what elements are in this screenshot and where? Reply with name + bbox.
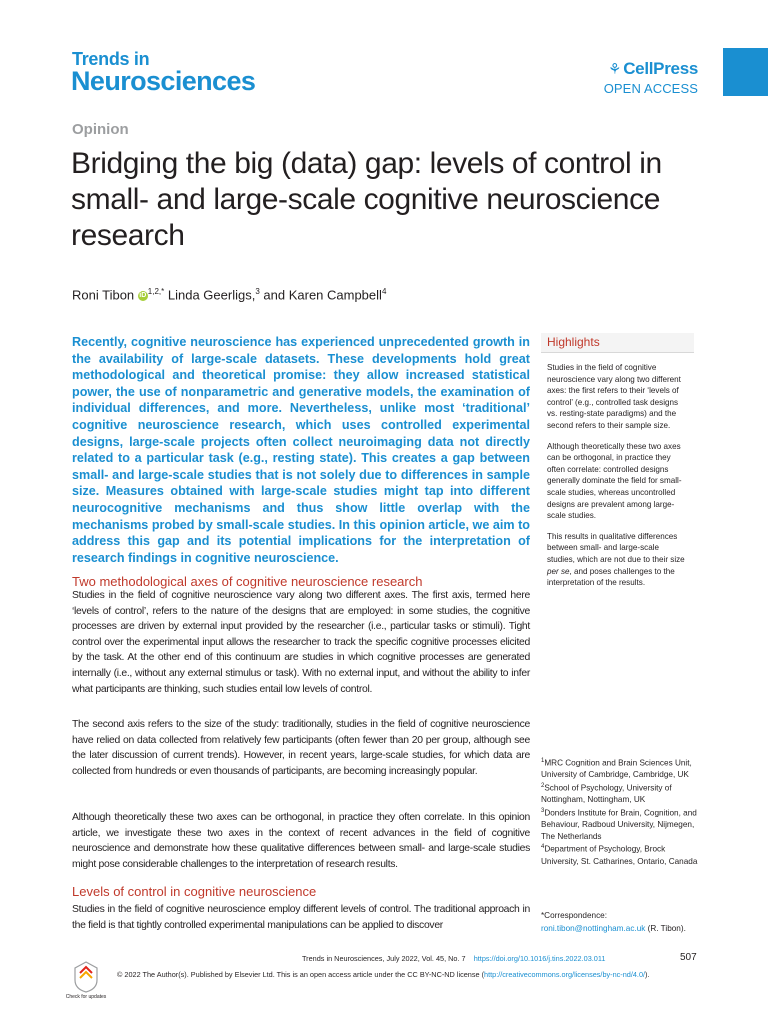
affiliation-item: $^2$School of Psychology, University of Nottingham, Nottingham, UK — [541, 782, 672, 805]
cellpress-color-tab — [723, 48, 768, 96]
journal-name-line1: Trends in — [72, 49, 150, 69]
highlights-box — [541, 333, 694, 589]
author-3-affiliations: 4 — [381, 287, 387, 296]
section-heading-axes: Two methodological axes of cognitive neuroscience research — [72, 574, 423, 589]
page-number: 507 — [680, 952, 697, 963]
cellpress-logo-icon: ⚘ — [608, 61, 622, 78]
correspondence-label: *Correspondence: — [541, 911, 607, 920]
body-paragraph: Studies in the field of cognitive neuroscience vary along two different axes. The first axis, termed here ‘levels of control’, refers to the nature of the designs that are employed: in some studies, the cognitive processes are driven by external input provided by the researcher (i.e., particular tasks or stimuli). Tight control over the experimental input allows the researcher to track the specific cognitive processes elicited by the task. At the other end of this continuum are studies in which cognitive processes are generated internally (i.e., without any external stimulus or task). With no external input, and without the ability to infer what participants are thinking, such studies entail low levels of control. — [72, 590, 530, 695]
author-1[interactable]: Roni Tibon — [72, 287, 135, 303]
cellpress-label: CellPress — [623, 59, 698, 78]
author-1-affiliations: 1,2,* — [147, 287, 165, 296]
orcid-icon[interactable]: iD — [139, 291, 147, 299]
body-paragraph: Studies in the field of cognitive neuroscience employ different levels of control. The traditional approach in the field is that tightly controlled experimental manipulations can be applied to discover — [72, 904, 530, 931]
author-3[interactable]: and Karen Campbell — [263, 287, 382, 303]
section-heading-levels: Levels of control in cognitive neuroscience — [72, 884, 317, 899]
highlights-title: Highlights — [541, 333, 694, 353]
affiliations — [541, 756, 701, 867]
citation-footer — [302, 954, 682, 963]
check-for-updates-label: Check for updates — [65, 994, 107, 1000]
highlight-3: This results in qualitative differences between small- and large-scale studies, which are not due to their size per se, and poses challenges to the interpretation of the results. — [547, 531, 685, 588]
body-paragraph: The second axis refers to the size of the study: traditionally, studies in the field of cognitive neuroscience have relied on data collected from relatively few participants (often fewer than 20 per group, although see the later discussion of current trends). However, in recent years, large-scale studies, for which data are collected from hundreds or even thousands of participants, are becoming increasingly popular. — [72, 719, 530, 777]
abstract: Recently, cognitive neuroscience has experienced unprecedented growth in the availability of large-scale datasets. These developments hold great methodological and theoretical promise: they allow increased statistical power, the use of nonparametric and generative models, the examination of individual differences, and more. Nevertheless, unlike most ‘traditional’ cognitive neuroscience research, which uses controlled experimental designs, large-scale projects often collect neuroimaging data not directly related to a particular task (e.g., resting state). This creates a gap between small- and large-scale studies that is not solely due to differences in sample size. Measures obtained with large-scale studies might tap into different neurocognitive mechanisms and thus show little overlap with the mechanisms probed by small-scale studies. In this opinion article, we aim to address this gap and its potential implications for the interpretation of research findings in cognitive neuroscience. — [72, 335, 530, 565]
license-link[interactable]: http://creativecommons.org/licenses/by-nc-nd/4.0/ — [484, 970, 646, 979]
author-2[interactable]: Linda Geerligs, — [167, 287, 256, 303]
article-type-label: Opinion — [72, 121, 129, 138]
correspondence-email-link[interactable]: roni.tibon@nottingham.ac.uk — [541, 924, 646, 933]
highlight-1: Studies in the field of cognitive neuroscience vary along two different axes: the first refers to their ‘levels of control’ (e.g., controlled task designs vs. resting-state paradigms) and the second refers to their sample size. — [547, 363, 681, 430]
author-list — [72, 287, 386, 302]
affiliation-item: $^3$Donders Institute for Brain, Cognition, and Behaviour, Radboud University, Nijmegen, The Netherlands — [541, 807, 697, 841]
affiliation-item: $^1$MRC Cognition and Brain Sciences Unit, University of Cambridge, Cambridge, UK — [541, 758, 692, 780]
highlight-2: Although theoretically these two axes can be orthogonal, in practice they often correlate: controlled designs generally dominate the field for small-scale studies, whereas uncontrolled designs are prevalent among large-scale studies. — [547, 441, 682, 521]
article-title: Bridging the big (data) gap: levels of control in small- and large-scale cognitive neuroscience research — [71, 147, 662, 252]
copyright-footer: © 2022 The Author(s). Published by Elsevier Ltd. This is an open access article under the CC BY-NC-ND license (http://creativecommons.org/licenses/by-nc-nd/4.0/). — [117, 970, 650, 979]
correspondence: *Correspondence: roni.tibon@nottingham.ac.uk (R. Tibon). — [541, 909, 711, 935]
author-2-affiliations: 3 — [255, 287, 260, 296]
citation-text: Trends in Neurosciences, July 2022, Vol. 45, No. 7 — [302, 954, 466, 963]
body-paragraph: Although theoretically these two axes can be orthogonal, in practice they often correlate. In this opinion article, we investigate these two axes in the context of recent advances in the field of cognitive neuroscience and demonstrate how these qualitative differences between small- and large-scale studies might pose considerable challenges to the interpretation of research results. — [72, 812, 530, 870]
open-access-label: OPEN ACCESS — [603, 81, 698, 96]
cellpress-brand[interactable] — [592, 59, 698, 79]
check-for-updates-icon[interactable] — [71, 960, 101, 994]
doi-link[interactable]: https://doi.org/10.1016/j.tins.2022.03.011 — [473, 954, 606, 963]
affiliation-item: $^4$Department of Psychology, Brock University, St. Catharines, Ontario, Canada — [541, 844, 698, 866]
journal-name-line2: Neurosciences — [71, 66, 256, 96]
